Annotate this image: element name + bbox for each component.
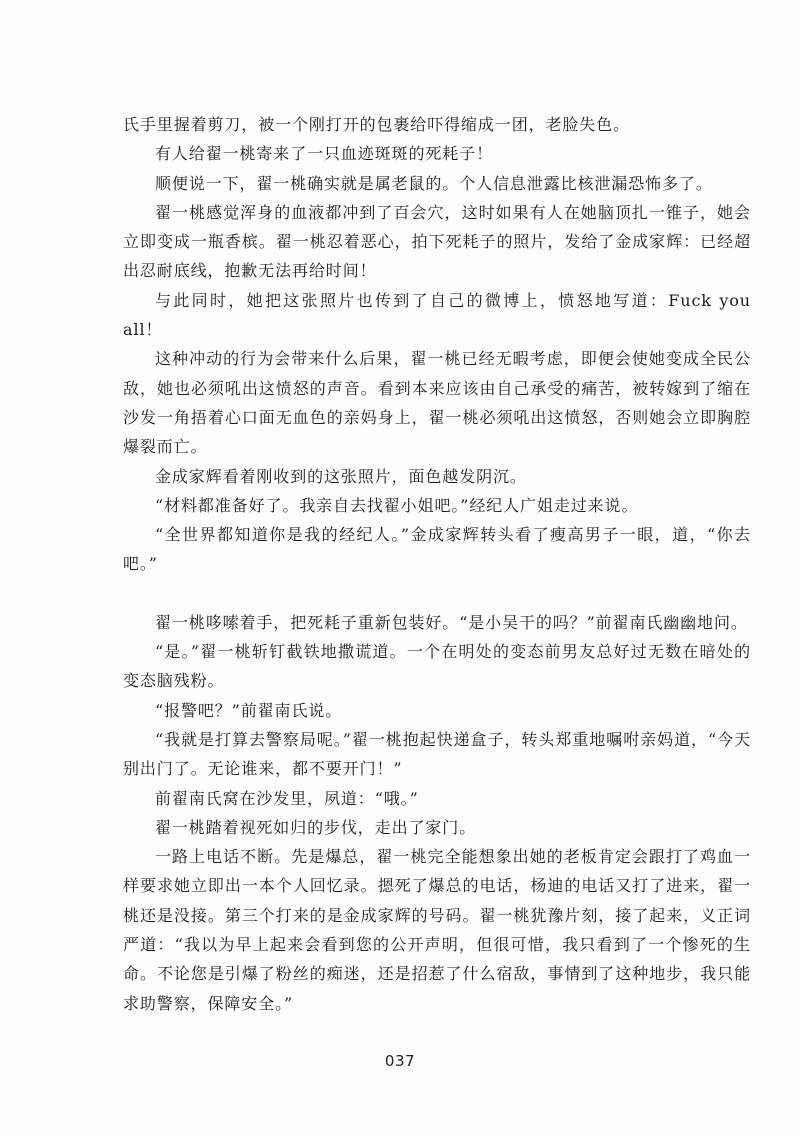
paragraph: 与此同时，她把这张照片也传到了自己的微博上，愤怒地写道：Fuck you all！ [123,290,751,340]
paragraph: 翟一桃感觉浑身的血液都冲到了百会穴，这时如果有人在她脑顶扎一锥子，她会立即变成一瓶香槟。翟一桃忍着恶心，拍下死耗子的照片，发给了金成家辉：已经超出忍耐底线，抱歉无法再给时间！ [123,202,751,281]
paragraph: “报警吧？”前翟南氏说。 [155,700,343,720]
paragraph: 顺便说一下，翟一桃确实就是属老鼠的。个人信息泄露比核泄漏恐怖多了。 [155,173,713,193]
paragraph: 前翟南氏窝在沙发里，夙道：“哦。” [155,788,419,808]
paragraph: “全世界都知道你是我的经纪人。”金成家辉转头看了瘦高男子一眼，道，“你去吧。” [123,525,751,574]
text-section-2 [123,608,751,1018]
paragraph: “我就是打算去警察局呢。”翟一桃抱起快递盒子，转头郑重地嘱咐亲妈道，“今天别出门了。无论谁来，都不要开门！” [123,729,751,779]
paragraph: 翟一桃踏着视死如归的步伐，走出了家门。 [155,817,477,837]
paragraph: 翟一桃哆嗦着手，把死耗子重新包装好。“是小吴干的吗？”前翟南氏幽幽地问。 [155,612,748,632]
text-section-1 [123,110,751,579]
paragraph: 氏手里握着剪刀，被一个刚打开的包裹给吓得缩成一团，老脸失色。 [123,115,631,134]
paragraph: 有人给翟一桃寄来了一只血迹斑斑的死耗子！ [155,144,494,164]
page-body [123,110,751,1018]
section-break [123,579,751,608]
paragraph: 一路上电话不断。先是爆总，翟一桃完全能想象出她的老板肯定会跟打了鸡血一样要求她立即出一本个人回忆录。摁死了爆总的电话，杨迪的电话又打了进来，翟一桃还是没接。第三个打来的是金成家辉的号码。翟一桃犹豫片刻，接了起来，义正词严道：“我以为早上起来会看到您的公开声明，但很可惜，我只看到了一个惨死的生命。不论您是引爆了粉丝的痴迷，还是招惹了什么宿敌，事情到了这种地步，我只能求助警察，保障安全。” [123,847,751,1013]
paragraph: “材料都准备好了。我亲自去找翟小姐吧。”经纪人广姐走过来说。 [155,495,639,515]
page-number: 037 [384,1052,416,1070]
paragraph: “是。”翟一桃斩钉截铁地撒谎道。一个在明处的变态前男友总好过无数在暗处的变态脑残粉。 [123,642,751,691]
paragraph: 这种冲动的行为会带来什么后果，翟一桃已经无暇考虑，即便会使她变成全民公敌，她也必须吼出这愤怒的声音。看到本来应该由自己承受的痛苦，被转嫁到了缩在沙发一角捂着心口面无血色的亲妈身上，翟一桃必须吼出这愤怒，否则她会立即胸腔爆裂而亡。 [123,349,751,457]
paragraph: 金成家辉看着刚收到的这张照片，面色越发阴沉。 [155,466,527,486]
